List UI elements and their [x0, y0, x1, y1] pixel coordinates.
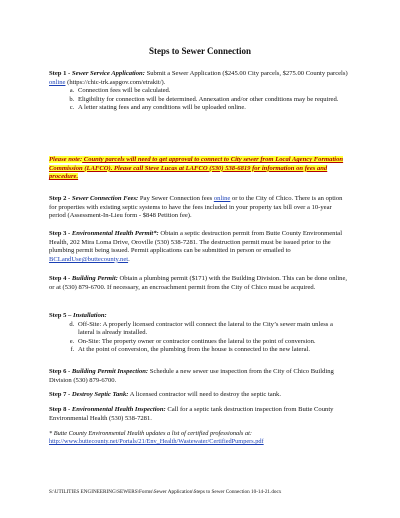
step-3-text-a: Obtain a septic destruction permit from Butte County Environmental Health, 202 Mira Loma Drive, Oroville (530) 538-7281. The destruction permit must be issued prior to the plumbing permit being issued. Permit applications can be submitted in person or emailed to [49, 230, 343, 255]
step-7-heading: Step 7 - [49, 391, 71, 398]
step-1-text-b: (https://chic-trk.aspgov.com/etrakit/). [65, 78, 166, 86]
step-7-text: A licensed contractor will need to destroy the septic tank. [128, 391, 281, 398]
step-1-online-link[interactable]: online [49, 78, 66, 86]
step-3-heading: Step 3 - [49, 230, 71, 237]
step-3-email-link[interactable]: BCLandUse@buttecounty.net [49, 255, 129, 263]
step-1-text-a: Submit a Sewer Application ($245.00 City parcels, $275.00 County parcels) [144, 70, 348, 77]
lafco-note [49, 156, 349, 182]
file-path-footer: S:\UTILITIES ENGINEERING\SEWERS\Forms\Sewer Application\Steps to Sewer Connection 10-14-21.docx [49, 489, 282, 495]
list-item: b. Eligibility for connection will be determined. Annexation and/or other conditions may be required. [76, 96, 349, 105]
step-2 [49, 195, 349, 221]
step-1-list [49, 87, 349, 113]
step-5-list [49, 321, 349, 355]
step-5-heading: Step 5 – [49, 312, 72, 319]
step-8-text: Call for a septic tank destruction inspection from Butte County Environmental Health (530) 538-7281. [49, 406, 334, 422]
step-4 [49, 275, 349, 292]
note-prefix: Please note: [49, 156, 83, 163]
step-8 [49, 406, 349, 423]
step-6-heading: Step 6 - [49, 368, 71, 375]
list-item: f. At the point of conversion, the plumbing from the house is connected to the new lateral. [76, 346, 349, 355]
list-item: c. A letter stating fees and any conditions will be uploaded online. [76, 104, 349, 113]
step-8-name: Environmental Health Inspection: [71, 406, 166, 413]
step-4-name: Building Permit: [71, 275, 118, 282]
note-text: County parcels will need to get approval to connect to City sewer from Local Agency Formation Commission (LAFCO). Please call Steve Lucas at LAFCO (530) 538-6819 for information on fees and procedure. [49, 156, 344, 181]
list-item: a. Connection fees will be calculated. [76, 87, 349, 96]
step-8-heading: Step 8 - [49, 406, 71, 413]
step-5-name: Installation: [73, 312, 107, 319]
footnote [49, 430, 349, 447]
step-5 [49, 312, 349, 355]
step-6-text: Schedule a new sewer use inspection from the City of Chico Building Division (530) 879-6700. [49, 368, 334, 384]
step-1-heading: Step 1 - [49, 70, 71, 77]
step-4-heading: Step 4 - [49, 275, 71, 282]
step-2-heading: Step 2 - [49, 195, 71, 202]
footnote-text: * Butte County Environmental Health updates a list of certified professionals at: [49, 430, 252, 437]
step-7 [49, 391, 349, 400]
step-6 [49, 368, 349, 385]
certified-pumpers-link[interactable]: http://www.buttecounty.net/Portals/21/Env_Health/Wastewater/CertifiedPumpers.pdf [49, 438, 264, 446]
step-3 [49, 230, 349, 264]
step-2-text-a: Pay Sewer Connection fees [138, 195, 214, 202]
step-4-text: Obtain a plumbing permit ($171) with the Building Division. This can be done online, or at (530) 879-6700. If necessary, an encroachment permit from the City of Chico must be acquired. [49, 275, 348, 291]
step-2-name: Sewer Connection Fees: [71, 195, 139, 202]
step-3-name: Environmental Health Permit*: [71, 230, 159, 237]
step-2-online-link[interactable]: online [213, 195, 231, 202]
page-title: Steps to Sewer Connection [148, 46, 252, 56]
step-6-name: Building Permit Inspection: [71, 368, 149, 375]
step-2-text-b: or to the City of Chico. There is an option for properties with existing septic systems to have the fees included in your property tax bill over a 10-year period (Assessment-In-Lieu form - $848 Petition fee). [49, 195, 343, 220]
list-item: d. Off-Site: A properly licensed contractor will connect the lateral to the City’s sewer main unless a lateral is already installed. [76, 321, 349, 338]
step-7-name: Destroy Septic Tank: [71, 391, 129, 398]
step-1 [49, 70, 349, 113]
list-item: e. On-Site: The property owner or contractor continues the lateral to the point of conversion. [76, 338, 349, 347]
step-3-text-b: . [128, 255, 130, 263]
step-1-name: Sewer Service Application: [71, 70, 145, 77]
